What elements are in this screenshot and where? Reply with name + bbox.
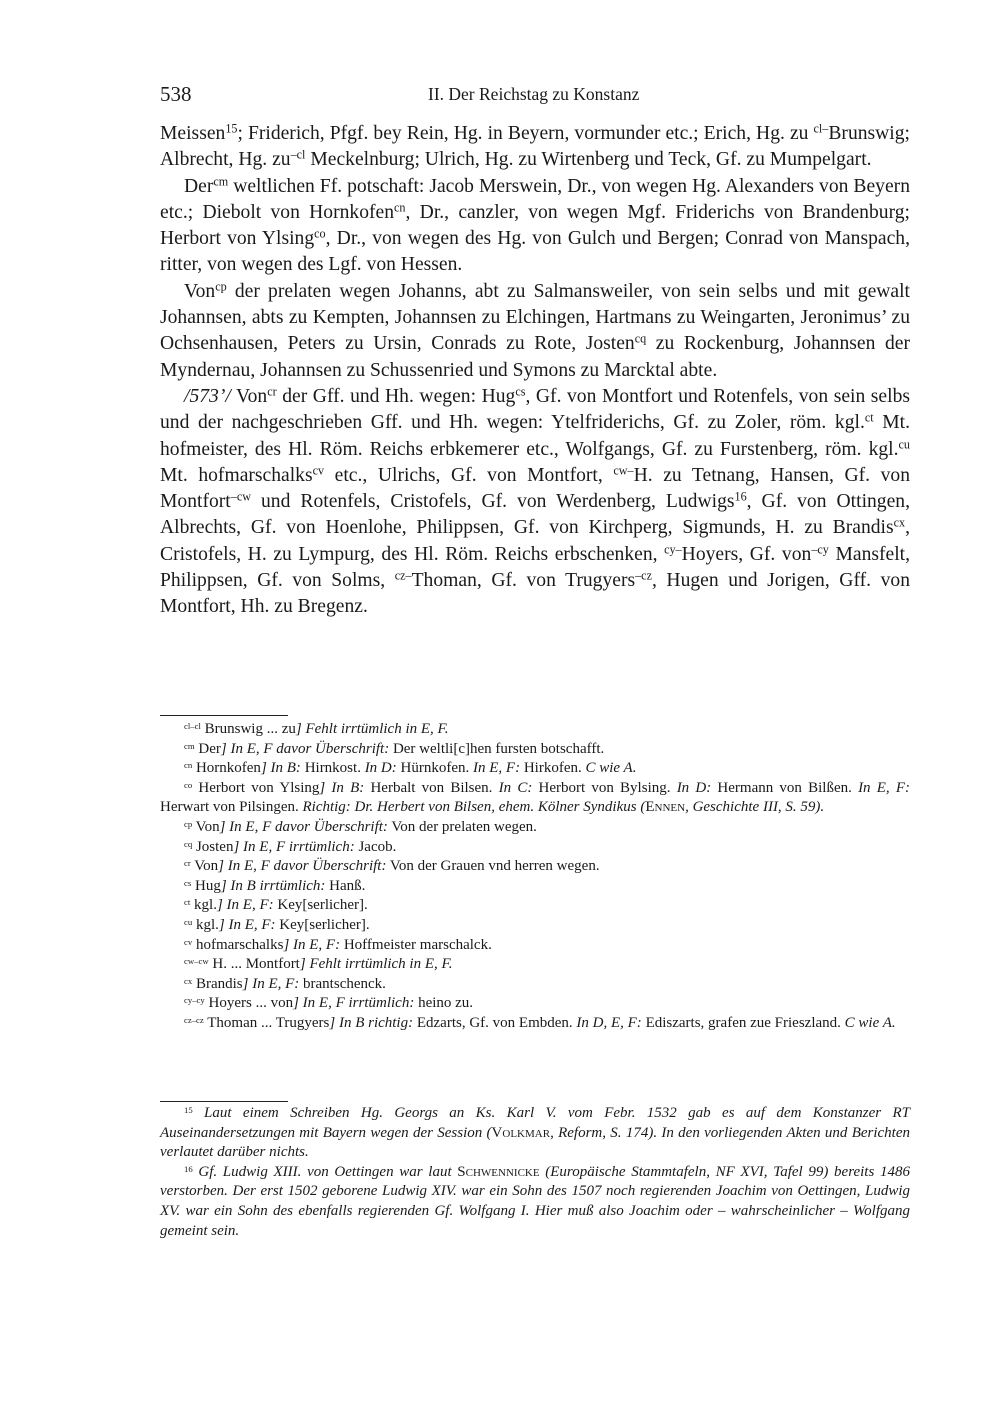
paragraph-prelates: Von$^{cp}$ der prelaten wegen Johanns, abt zu Salmansweiler, von sein selbs und mit gewalt Johannsen, abts zu Kempten, Johannsen zu Elchingen, Hartmans zu Weingarten, Jeronimus’ zu Ochsenhausen, Peters zu Ursin, Conrads zu Rote, Josten$^{cq}$ zu Rockenburg, Johannsen der Myndernau, Johannsen zu Schussenried und Symons zu Marcktal abte. — [160, 279, 911, 381]
page-number: 538 — [160, 82, 192, 106]
paragraph-envoys: Der$^{cm}$ weltlichen Ff. potschaft: Jacob Merswein, Dr., von wegen Hg. Alexanders von Beyern etc.; Diebolt von Hornkofen$^{cn}$, Dr., canzler, von wegen Mgf. Friderichs von Brandenburg; Herbort von Ylsing$^{co}$, Dr., von wegen des Hg. von Gulch und Bergen; Conrad von Manspach, ritter, von wegen des Lgf. von Hessen. — [160, 173, 910, 276]
apparatus-note: $^{co}$ Herbort von Ylsing] In B: Herbalt von Bilsen. In C: Herbort von Bylsing. In D: Hermann von Bilßen. In E, F: Herwart von Pilsingen. Richtig: Dr. Herbert von Bilsen, ehem. Kölner Syndikus (Ennen, Geschichte III, S. 59). — [160, 779, 911, 816]
apparatus-note: $^{ct}$ kgl.] In E, F: Key[serlicher]. — [184, 897, 368, 914]
running-title: II. Der Reichstag zu Konstanz — [428, 84, 640, 104]
apparatus-note: $^{cm}$ Der] In E, F davor Überschrift: Der weltli[c]hen fursten botschafft. — [184, 740, 605, 757]
apparatus-note: $^{cv}$ hofmarschalks] In E, F: Hoffmeister marschalck. — [184, 936, 492, 953]
apparatus-note: $^{cu}$ kgl.] In E, F: Key[serlicher]. — [184, 916, 370, 933]
apparatus-note: $^{cy-cy}$ Hoyers ... von] In E, F irrtümlich: heino zu. — [184, 995, 474, 1012]
paragraph-princes: Meissen$^{15}$; Friderich, Pfgf. bey Rein, Hg. in Beyern, vormunder etc.; Erich, Hg. zu $^{cl-}$Brunswig; Albrecht, Hg. $zu^{-cl}$ Meckelnburg; Ulrich, Hg. zu Wirtenberg und Teck, Gf. zu Mumpelgart. — [160, 121, 910, 171]
paragraph-counts: /573’/ Von$^{cr}$ der Gff. und Hh. wegen: Hug$^{cs}$, Gf. von Montfort und Rotenfels, von sein selbs und der nachgeschrieben Gff. und Hh. wegen: Ytelfriderichs, Gf. zu Zoler, röm. kgl.$^{ct}$ Mt. hofmeister, des Hl. Röm. Reichs erbkemerer etc., Wolfgangs, Gf. zu Furstenberg, röm. kgl.$^{cu}$ Mt. hofmarschalks$^{cv}$ etc., Ulrichs, Gf. von Montfort, $^{cw-}$H. zu Tetnang, Hansen, Gf. von Montfort$^{-cw}$ und Rotenfels, Cristofels, Gf. von Werdenberg, Ludwigs$^{16}$, Gf. von Ottingen, Albrechts, Gf. von Hoenlohe, Philippsen, Gf. von Kirchperg, Sigmunds, H. zu Brandis$^{cx}$, Cristofels, H. zu Lympurg, des Hl. Röm. Reichs erbschenken, $^{cy-}$Hoyers, Gf. von$^{-cy}$ Mansfelt, Philippsen, Gf. von Solms, $^{cz-}$Thoman, Gf. von Trugyers$^{-cz}$, Hugen und Jorigen, Gff. von Montfort, Hh. zu Bregenz. — [160, 384, 911, 618]
apparatus-divider — [160, 715, 288, 716]
main-text — [160, 121, 910, 621]
apparatus-note: $^{cn}$ Hornkofen] In B: Hirnkost. In D: Hürnkofen. In E, F: Hirkofen. C wie A. — [184, 760, 637, 777]
apparatus-note: $^{cz-cz}$ Thoman ... Trugyers] In B richtig: Edzarts, Gf. von Embden. In D, E, F: Ediszarts, grafen zue Frieszland. C wie A. — [184, 1014, 896, 1031]
footnotes — [160, 1104, 910, 1241]
apparatus-note: $^{cl-cl}$ Brunswig ... zu] Fehlt irrtümlich in E, F. — [184, 721, 449, 737]
apparatus-note: $^{cp}$ Von] In E, F davor Überschrift: Von der prelaten wegen. — [184, 818, 537, 835]
apparatus-note: $^{cs}$ Hug] In B irrtümlich: Hanß. — [184, 877, 366, 894]
critical-apparatus — [160, 720, 910, 1034]
page-header — [160, 82, 910, 108]
footnote-divider — [160, 1101, 288, 1102]
footnote-16: $^{16}$ Gf. Ludwig XIII. von Oettingen war laut Schwennicke (Europäische Stammtafeln, NF XVI, Tafel 99) bereits 1486 verstorben. Der erst 1502 geborene Ludwig XIV. war ein Sohn des 1507 noch regierenden Joachim von Oettingen, Ludwig XV. war ein Sohn des ebenfalls regierenden Gf. Wolfgang I. Hier muß also Joachim oder – wahrscheinlicher – Wolfgang gemeint sein. — [160, 1163, 910, 1239]
footnote-15: $^{15}$ Laut einem Schreiben Hg. Georgs an Ks. Karl V. vom Febr. 1532 gab es auf dem Konstanzer RT Auseinandersetzungen mit Bayern wegen der Session (Volkmar, Reform, S. 174). In den vorliegenden Akten und Berichten verlautet darüber nichts. — [160, 1105, 910, 1161]
apparatus-note: $^{cr}$ Von] In E, F davor Überschrift: Von der Grauen vnd herren wegen. — [184, 858, 600, 875]
apparatus-note: $^{cq}$ Josten] In E, F irrtümlich: Jacob. — [184, 838, 397, 855]
apparatus-note: $^{cw-cw}$ H. ... Montfort] Fehlt irrtümlich in E, F. — [184, 956, 453, 973]
apparatus-note: $^{cx}$ Brandis] In E, F: brantschenck. — [184, 975, 386, 992]
